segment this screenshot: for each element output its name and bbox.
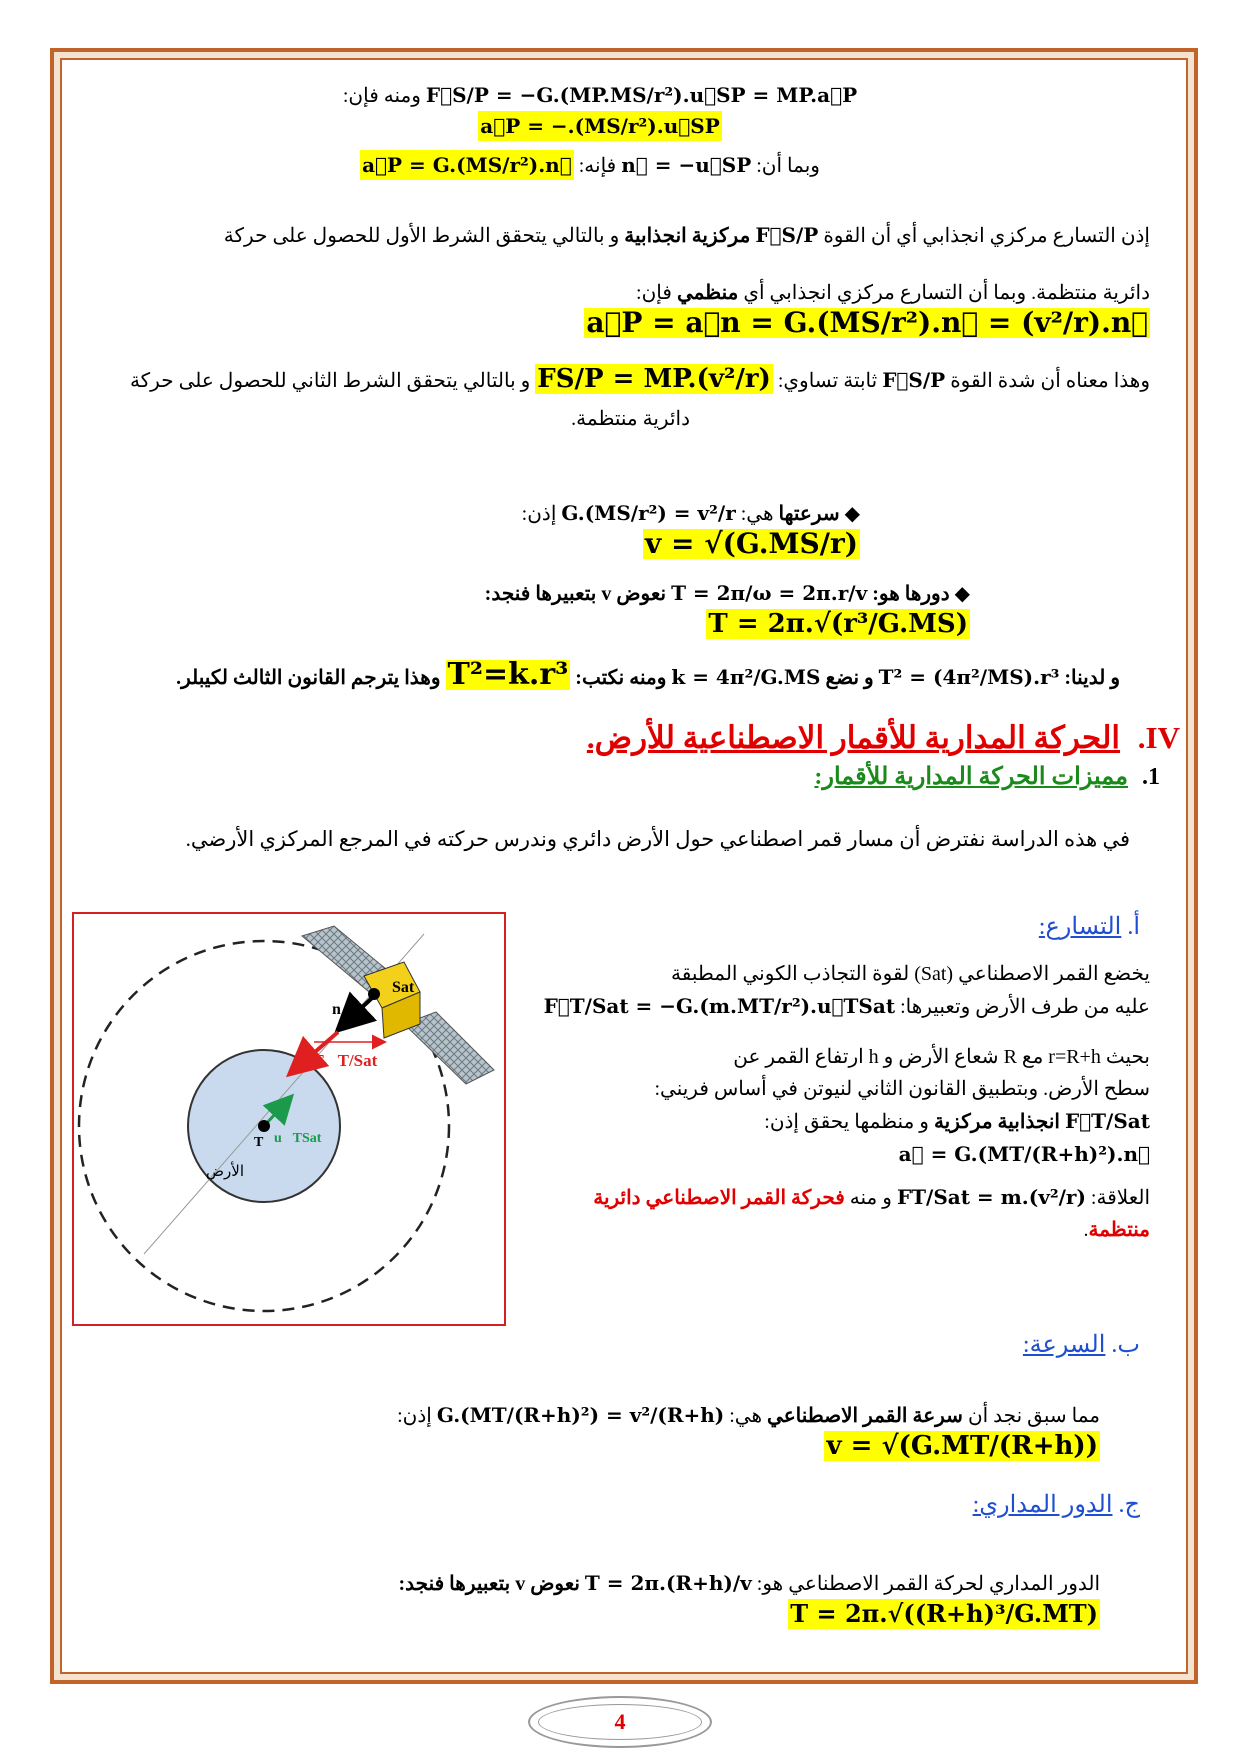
kepler-text-d: وهذا يترجم القانون الثالث لكيبلر.: [176, 667, 441, 689]
period2-result: T = 2π.√((R+h)³/G.MT): [790, 1599, 1098, 1628]
speed2-text-a: مما سبق نجد أن: [967, 1405, 1100, 1427]
subsection-title-text: مميزات الحركة المدارية للأقمار:: [814, 764, 1128, 790]
force-label: F⃗T/Sat: [314, 1051, 378, 1070]
period2-line: [88, 1568, 1100, 1631]
para3-eq: FS/P = MP.(v²/r): [537, 364, 771, 394]
speed-line: [300, 498, 860, 562]
accel-heading: [1039, 912, 1140, 941]
para3: [90, 364, 1150, 396]
eq-n-mid: فإنه:: [578, 155, 617, 177]
speed-is: هي:: [740, 503, 774, 525]
accel-p1: يخضع القمر الاصطناعي (Sat) لقوة التجاذب الكوني المطبقة: [670, 963, 1150, 985]
accel-p2-eq: F⃗T/Sat = −G.(m.MT/r²).u⃗TSat: [543, 994, 896, 1018]
kepler-eq1: T² = (4π²/MS).r³: [878, 665, 1060, 689]
kepler-line: [120, 657, 1120, 693]
period2-text-a: الدور المداري لحركة القمر الاصطناعي هو:: [756, 1573, 1100, 1595]
period-eq: T = 2π/ω = 2π.r/v: [671, 581, 868, 605]
speed2-line: [200, 1400, 1100, 1463]
page-number: 4: [528, 1696, 712, 1748]
eq-n-result: a⃗P = G.(MS/r²).n⃗: [360, 150, 574, 180]
para3-force: F⃗S/P: [882, 368, 946, 392]
eq-n-prefix: وبما أن:: [756, 155, 820, 177]
speed2-text-c: هي:: [729, 1405, 763, 1427]
para2-eq: a⃗P = a⃗n = G.(MS/r²).n⃗ = (v²/r).n⃗: [586, 306, 1148, 339]
accel-p7-red: منتظمة: [1088, 1219, 1150, 1241]
satellite-figure: [72, 912, 506, 1326]
eq-n-line: [300, 150, 880, 181]
para2: [90, 278, 1150, 341]
period-line: [230, 578, 970, 641]
accel-p5-a: إذن:: [764, 1111, 799, 1133]
period-result: T = 2π.√(r³/G.MS): [708, 609, 968, 639]
accel-heading-letter: أ.: [1127, 914, 1140, 940]
accel-p7-end: .: [1083, 1219, 1089, 1241]
para1-force: F⃗S/P: [755, 223, 819, 247]
period2-heading-text: الدور المداري:: [972, 1492, 1113, 1518]
section-number: IV.: [1137, 720, 1180, 755]
para3-text-b: ثابتة تساوي:: [777, 370, 878, 392]
earth-center: [258, 1120, 270, 1132]
accel-p4: سطح الأرض. وبتطبيق القانون الثاني لنيوتن في أساس فريني:: [654, 1078, 1150, 1100]
orbit-diagram: [74, 914, 504, 1324]
accel-heading-text: التسارع:: [1038, 914, 1122, 940]
eq-n-def: n⃗ = −u⃗SP: [621, 153, 752, 177]
eq-acc-force: F⃗S/P = −G.(MP.MS/r²).u⃗SP = MP.a⃗P: [425, 83, 858, 107]
section-title-text: الحركة المدارية للأقمار الاصطناعية للأرض.: [586, 720, 1121, 755]
accel-p5-line: [520, 1105, 1150, 1171]
speed2-heading: [1023, 1330, 1140, 1359]
kepler-eq2: k = 4π²/G.MS: [671, 665, 821, 689]
accel-p5-b: انجذابية مركزية: [933, 1111, 1060, 1133]
period2-heading: [973, 1490, 1140, 1519]
speed-then: إذن:: [521, 503, 557, 525]
speed2-text-b: سرعة القمر الاصطناعي: [767, 1405, 963, 1427]
kepler-text-a: و لدينا:: [1064, 667, 1120, 689]
n-label: n⃗: [332, 1001, 354, 1018]
sat-label: Sat: [392, 979, 415, 996]
period2-text-b: نعوض v بتعبيرها فنجد:: [398, 1573, 580, 1595]
bullet-icon: ◆: [844, 503, 860, 525]
accel-p6-a: العلاقة:: [1090, 1187, 1150, 1209]
accel-p3: بحيث r=R+h مع R شعاع الأرض و h ارتفاع القمر عن: [733, 1046, 1150, 1068]
accel-p6-b: و منه: [849, 1187, 892, 1209]
para2-text-c: فإن:: [636, 282, 672, 304]
kepler-text-c: ومنه نكتب:: [575, 667, 667, 689]
para3-text-d: دائرية منتظمة.: [571, 408, 690, 430]
accel-p6-eq: FT/Sat = m.(v²/r): [896, 1185, 1086, 1209]
para1-text-c: و بالتالي يتحقق الشرط الأول للحصول على حركة: [223, 225, 620, 247]
para1-text-a: إذن التسارع مركزي انجذابي أي أن القوة: [823, 225, 1150, 247]
accel-p6-line: [520, 1181, 1150, 1214]
accel-body: [520, 958, 1150, 1246]
kepler-result: T²=k.r³: [447, 657, 569, 692]
eq-acc-result: a⃗P = −.(MS/r²).u⃗SP: [478, 111, 722, 141]
speed2-heading-letter: ب.: [1111, 1332, 1140, 1358]
para3-cont: [90, 404, 1150, 434]
para1: [90, 220, 1150, 251]
subsection-number: 1.: [1142, 764, 1160, 790]
para3-text-c: و بالتالي يتحقق الشرط الثاني للحصول على حركة: [129, 370, 531, 392]
para2-text-b: منظمي: [676, 282, 739, 304]
accel-p2-line: [520, 990, 1150, 1023]
speed2-heading-text: السرعة:: [1022, 1332, 1106, 1358]
earth-label: الأرض: [205, 1162, 244, 1180]
accel-p2: عليه من طرف الأرض وتعبيرها:: [900, 996, 1150, 1018]
eq-acc-line: [240, 80, 960, 142]
para1-text-b: مركزية انجذابية: [624, 225, 751, 247]
accel-p5-c: و منظمها يحقق: [803, 1111, 929, 1133]
speed2-result: v = √(G.MT/(R+h)): [826, 1431, 1098, 1461]
speed-result: v = √(G.MS/r): [645, 527, 858, 560]
bullet-icon: ◆: [954, 583, 970, 605]
speed2-eq: G.(MT/(R+h)²) = v²/(R+h): [436, 1403, 725, 1427]
period2-heading-letter: ج.: [1118, 1492, 1140, 1518]
para2-text-a: دائرية منتظمة. وبما أن التسارع مركزي انجذابي أي: [743, 282, 1150, 304]
speed-eq: G.(MS/r²) = v²/r: [561, 501, 736, 525]
section-title: [587, 720, 1180, 756]
accel-p5-eq: a⃗ = G.(MT/(R+h)²).n⃗: [898, 1142, 1150, 1166]
section-intro: في هذه الدراسة نفترض أن مسار قمر اصطناعي حول الأرض دائري وندرس حركته في المرجع المركزي الأرضي.: [185, 827, 1130, 851]
period-sub: نعوض v بتعبيرها فنجد:: [484, 583, 667, 605]
para3-text-a: وهذا معناه أن شدة القوة: [950, 370, 1150, 392]
period-label: دورها هو:: [872, 583, 950, 605]
eq-acc-label: ومنه فإن:: [342, 85, 421, 107]
accel-p5-force: F⃗T/Sat: [1064, 1109, 1150, 1133]
speed-label: سرعتها: [778, 503, 840, 525]
earth-letter: T: [254, 1135, 264, 1150]
kepler-text-b: و نضع: [825, 667, 874, 689]
u-label: u⃗TSat: [274, 1131, 322, 1146]
subsection-title: [814, 762, 1160, 791]
accel-p6-red: فحركة القمر الاصطناعي دائرية: [593, 1187, 845, 1209]
speed2-then: إذن:: [397, 1405, 432, 1427]
period2-eq: T = 2π.(R+h)/v: [584, 1571, 752, 1595]
